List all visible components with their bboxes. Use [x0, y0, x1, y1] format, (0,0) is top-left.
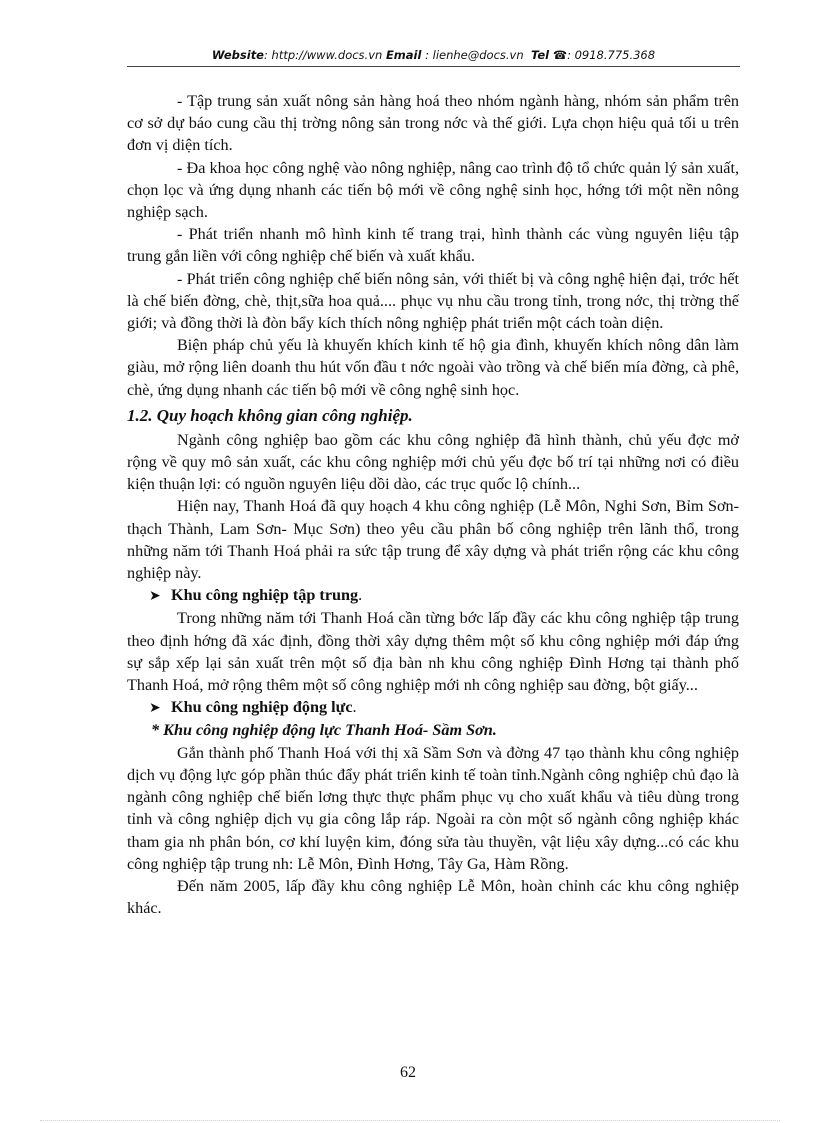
- sub-heading: * Khu công nghiệp động lực Thanh Hoá- Sầm Sơn.: [151, 721, 497, 740]
- page-number: 62: [400, 1064, 416, 1081]
- header-tel-value: : 0918.775.368: [567, 48, 656, 62]
- header-divider: [127, 66, 740, 67]
- bullet-heading-concentrated-industrial-zone: ➤ Khu công nghiệp tập trung.: [127, 584, 739, 607]
- bullet-title: Khu công nghiệp động lực: [171, 698, 353, 717]
- paragraph: Gắn thành phố Thanh Hoá với thị xã Sầm Sơn và đờng 47 tạo thành khu công nghiệp dịch vụ động lực góp phần thúc đẩy phát triển kinh tế toàn tỉnh.Ngành công nghiệp chủ đạo là ngành công nghiệp chế biến lơng thực thực phẩm phục vụ cho xuất khẩu và tiêu dùng trong tỉnh và công nghiệp dịch vụ gia công lắp ráp. Ngoài ra còn một số ngành công nghiệp khác tham gia nh phân bón, cơ khí luyện kim, đóng sửa tàu thuyền, vật liệu xây dựng...có các khu công nghiệp tập trung nh: Lễ Môn, Đình Hơng, Tây Ga, Hàm Rồng.: [127, 743, 739, 873]
- arrow-bullet-icon: ➤: [149, 700, 161, 717]
- page-body: [127, 90, 739, 919]
- page-header: [127, 48, 740, 62]
- paragraph: Biện pháp chủ yếu là khuyến khích kinh tế hộ gia đình, khuyến khích nông dân làm giàu, mở rộng liên doanh thu hút vốn đầu t nớc ngoài vào trồng và chế biến mía đờng, cà phê, chè, ứng dụng nhanh các tiến bộ mới về công nghệ sinh học.: [127, 336, 739, 399]
- paragraph: - Tập trung sản xuất nông sản hàng hoá theo nhóm ngành hàng, nhóm sản phẩm trên cơ sở dự báo cung cầu thị trờng nông sản trong nớc và thế giới. Lựa chọn hiệu quả tối u trên đơn vị diện tích.: [127, 92, 739, 155]
- paragraph: - Phát triển nhanh mô hình kinh tế trang trại, hình thành các vùng nguyên liệu tập trung gắn liền với công nghiệp chế biến và xuất khẩu.: [127, 225, 739, 266]
- phone-icon: ☎: [552, 48, 568, 62]
- paragraph: - Phát triển công nghiệp chế biến nông sản, với thiết bị và công nghệ hiện đại, trớc hết là chế biến đờng, chè, thịt,sữa hoa quả.... phục vụ nhu cầu trong tỉnh, trong nớc, thị trờng thế giới; và đồng thời là đòn bẩy kích thích nông nghiệp phát triển một cách toàn diện.: [127, 269, 739, 333]
- arrow-bullet-icon: ➤: [149, 588, 161, 605]
- paragraph: Hiện nay, Thanh Hoá đã quy hoạch 4 khu công nghiệp (Lễ Môn, Nghi Sơn, Bỉm Sơn- thạch Thành, Lam Sơn- Mục Sơn) theo yêu cầu phân bố công nghiệp trên lãnh thổ, trong những năm tới Thanh Hoá phải ra sức tập trung để xây dựng và phát triển rộng các khu công nghiệp này.: [127, 497, 739, 583]
- paragraph: Ngành công nghiệp bao gồm các khu công nghiệp đã hình thành, chủ yếu đợc mở rộng về quy mô sản xuất, các khu công nghiệp mới chủ yếu đợc bố trí tại những nơi có điều kiện thuận lợi: có nguồn nguyên liệu dồi dào, các trục quốc lộ chính...: [127, 430, 739, 494]
- bullet-heading-driving-industrial-zone: ➤ Khu công nghiệp động lực.: [127, 696, 739, 719]
- paragraph: - Đa khoa học công nghệ vào nông nghiệp, nâng cao trình độ tổ chức quản lý sản xuất, chọn lọc và ứng dụng nhanh các tiến bộ mới về công nghệ sinh học, hớng tới một nền nông nghiệp sạch.: [127, 158, 739, 222]
- header-website-label: Website: [211, 48, 264, 62]
- bottom-divider: [40, 1120, 780, 1121]
- header-website-link[interactable]: : http://www.docs.vn: [264, 48, 383, 62]
- header-email-label: Email: [385, 48, 422, 62]
- bullet-title: Khu công nghiệp tập trung: [171, 586, 359, 605]
- header-email-link[interactable]: : lienhe@docs.vn: [425, 48, 524, 62]
- section-heading: 1.2. Quy hoạch không gian công nghiệp.: [127, 405, 413, 425]
- paragraph: Trong những năm tới Thanh Hoá cần từng bớc lấp đầy các khu công nghiệp tập trung theo định hớng đã xác định, đồng thời xây dựng thêm một số khu công nghiệp mới đáp ứng sự sắp xếp lại sản xuất trên một số địa bàn nh khu công nghiệp Đình Hơng tại thành phố Thanh Hoá, mở rộng thêm một số công nghiệp mới nh công nghiệp sau đờng, bột giấy...: [127, 609, 739, 695]
- header-tel-label: Tel: [530, 48, 550, 62]
- paragraph: Đến năm 2005, lấp đầy khu công nghiệp Lễ Môn, hoàn chỉnh các khu công nghiệp khác.: [127, 876, 739, 918]
